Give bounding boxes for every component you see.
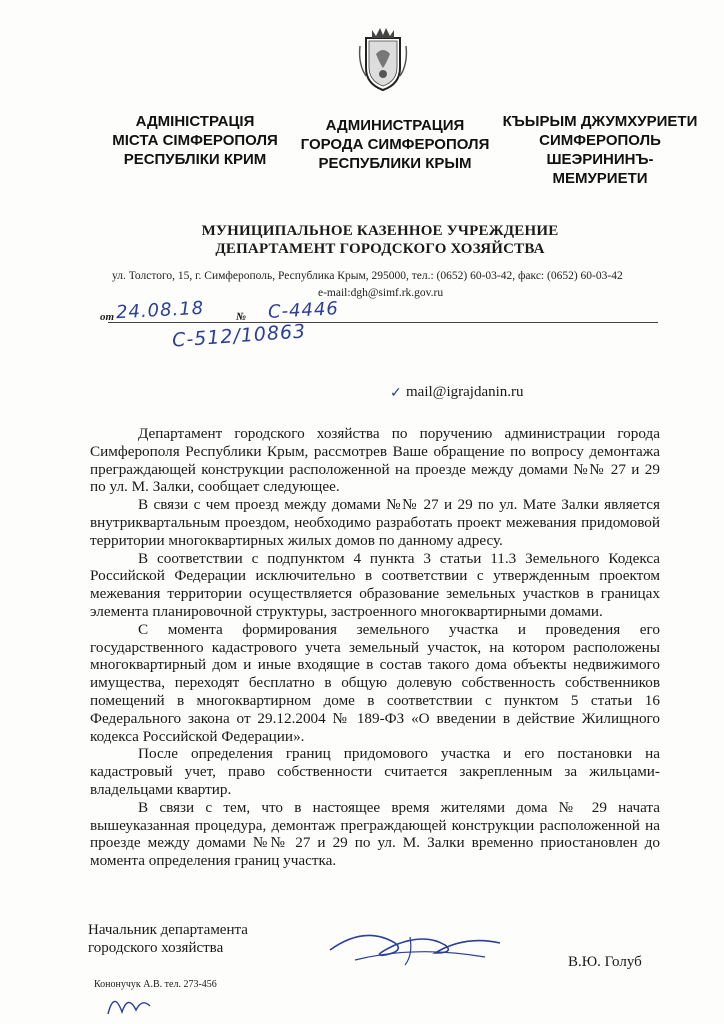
header-ct-line: МЕМУРИЕТИ [552, 170, 648, 187]
registration-number-label: № [236, 311, 247, 323]
body-paragraph: В связи с чем проезд между домами №№ 27 и 29 по ул. Мате Залки является внутриквартальным проездом, необходимо разработать проект межевания придомовой территории многоквартирных жилых домов по данному адресу. [90, 496, 660, 549]
organization-address: ул. Толстого, 15, г. Симферополь, Республика Крым, 295000, тел.: (0652) 60-03-42, факс: (0652) 60-03-42 [112, 270, 623, 282]
header-ua-line: АДМІНІСТРАЦІЯ [135, 113, 255, 130]
header-ua-line: РЕСПУБЛІКИ КРИМ [123, 151, 267, 168]
signatory-name: В.Ю. Голуб [568, 954, 642, 970]
executor-info: Кононучук А.В. тел. 273-456 [94, 979, 217, 990]
header-ua-line: МІСТА СІМФЕРОПОЛЯ [112, 132, 278, 149]
coat-of-arms-emblem [356, 24, 410, 94]
header-russian [290, 116, 500, 173]
header-ct-line: СИМФЕРОПОЛЬ [539, 132, 661, 149]
checkmark-icon: ✓ [390, 386, 402, 401]
handwritten-signature [325, 915, 515, 975]
body-paragraph: Департамент городского хозяйства по поручению администрации города Симферополя Республики Крым, рассмотрев Ваше обращение по вопросу демонтажа преграждающей конструкции расположенной на проезде между домами №№ 27 и 29 по ул. М. Залки, сообщает следующее. [90, 425, 660, 496]
handwritten-outgoing-number: С-4446 [267, 298, 340, 323]
organization-name: ДЕПАРТАМЕНТ ГОРОДСКОГО ХОЗЯЙСТВА [215, 241, 545, 257]
body-paragraph: В соответствии с подпунктом 4 пункта 3 статьи 11.3 Земельного Кодекса Российской Федерации исключительно в соответствии с утвержденным проектом межевания территории осуществляется образование земельных участков в границах элемента планировочной структуры, застроенного многоквартирными домами. [90, 549, 660, 620]
registration-line [108, 322, 658, 323]
header-crimean-tatar [500, 112, 700, 188]
header-ru-line: РЕСПУБЛИКИ КРЫМ [318, 155, 472, 172]
header-ru-line: АДМИНИСТРАЦИЯ [325, 117, 465, 134]
organization-email: e-mail:dgh@simf.rk.gov.ru [318, 287, 444, 299]
signatory-title: Начальник департамента [88, 922, 248, 938]
signatory-title: городского хозяйства [88, 940, 224, 956]
handwritten-incoming-number: С-512/10863 [171, 320, 307, 352]
header-ru-line: ГОРОДА СИМФЕРОПОЛЯ [300, 136, 490, 153]
header-ukrainian [100, 112, 290, 169]
header-ct-line: КЪЫРЫМ ДЖУМХУРИЕТИ [502, 113, 698, 130]
header-ct-line: ШЕЭРИНИНЪ- [546, 151, 654, 168]
handwritten-date: 24.08.18 [115, 297, 205, 324]
recipient-email: mail@igrajdanin.ru [406, 384, 524, 400]
letter-body [90, 425, 660, 870]
organization-type: МУНИЦИПАЛЬНОЕ КАЗЕННОЕ УЧРЕЖДЕНИЕ [201, 223, 559, 239]
body-paragraph: После определения границ придомового участка и его постановки на кадастровый учет, право собственности считается закрепленным за жильцами-владельцами квартир. [90, 745, 660, 798]
handwritten-initials [100, 986, 170, 1020]
body-paragraph: С момента формирования земельного участка и проведения его государственного кадастрового учета земельный участок, на котором расположены многоквартирный дом и иные входящие в состав такого дома объекты недвижимого имущества, переходят бесплатно в общую долевую собственность собственников помещений в многоквартирном доме в соответствии с пунктом 5 статьи 16 Федерального закона от 29.12.2004 № 189-ФЗ «О введении в действие Жилищного кодекса Российской Федерации». [90, 620, 660, 745]
registration-date-label: от [100, 311, 115, 323]
body-paragraph: В связи с тем, что в настоящее время жителями дома № 29 начата вышеуказанная процедура, демонтаж преграждающей конструкции расположенной на проезде между домами №№ 27 и 29 по ул. М. Залки временно приостановлен до момента определения границ участка. [90, 798, 660, 870]
